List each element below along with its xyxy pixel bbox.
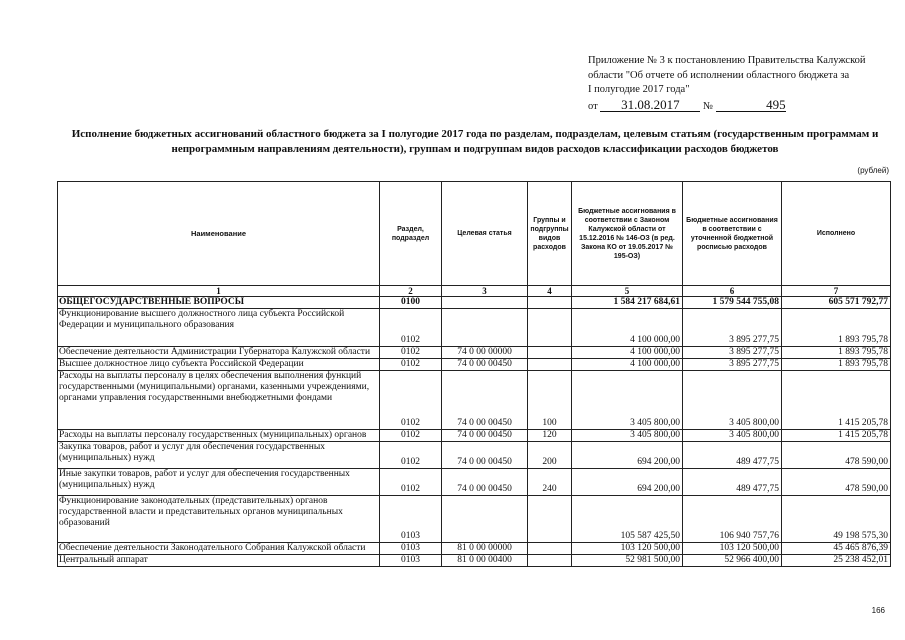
column-number: 3	[442, 286, 528, 297]
row-target: 81 0 00 00000	[442, 543, 528, 555]
row-section: 0102	[380, 309, 442, 347]
header-name: Наименование	[58, 182, 380, 286]
resolution-reference	[588, 98, 890, 115]
row-name: Обеспечение деятельности Законодательного Собрания Калужской области	[58, 543, 380, 555]
row-executed-amount: 45 465 876,39	[782, 543, 891, 555]
row-law-amount: 3 405 800,00	[572, 430, 683, 442]
row-group	[528, 359, 572, 371]
row-target: 81 0 00 00400	[442, 555, 528, 567]
from-label: от	[588, 100, 598, 112]
row-section: 0103	[380, 496, 442, 543]
row-section: 0103	[380, 555, 442, 567]
row-target: 74 0 00 00450	[442, 430, 528, 442]
row-name: Функционирование высшего должностного лица субъекта Российской Федерации и муниципального образования	[58, 309, 380, 347]
row-roster-amount: 52 966 400,00	[683, 555, 782, 567]
column-number: 1	[58, 286, 380, 297]
row-law-amount: 694 200,00	[572, 442, 683, 469]
row-name: Закупка товаров, работ и услуг для обеспечения государственных (муниципальных) нужд	[58, 442, 380, 469]
table-row	[58, 347, 891, 359]
row-target: 74 0 00 00450	[442, 442, 528, 469]
row-name: Функционирование законодательных (представительных) органов государственной власти и представительных органов муниципальных образований	[58, 496, 380, 543]
row-executed-amount: 25 238 452,01	[782, 555, 891, 567]
column-number: 4	[528, 286, 572, 297]
row-name: ОБЩЕГОСУДАРСТВЕННЫЕ ВОПРОСЫ	[58, 297, 380, 309]
row-section: 0102	[380, 359, 442, 371]
header-row	[58, 182, 891, 286]
appendix-line: I полугодие 2017 года"	[588, 84, 690, 95]
row-section: 0102	[380, 469, 442, 496]
row-section: 0103	[380, 543, 442, 555]
row-roster-amount: 1 579 544 755,08	[683, 297, 782, 309]
row-group: 100	[528, 371, 572, 430]
row-section: 0100	[380, 297, 442, 309]
row-executed-amount: 1 415 205,78	[782, 430, 891, 442]
row-section: 0102	[380, 442, 442, 469]
row-target	[442, 496, 528, 543]
table-row	[58, 297, 891, 309]
table-row	[58, 496, 891, 543]
row-section: 0102	[380, 430, 442, 442]
row-roster-amount: 103 120 500,00	[683, 543, 782, 555]
document-title: Исполнение бюджетных ассигнований областного бюджета за I полугодие 2017 года по разделам, подразделам, целевым статьям (государственным программам и непрограммным направлениям деятельности), группам и подгруппам видов расходов классификации расходов бюджетов	[71, 128, 879, 155]
row-name: Центральный аппарат	[58, 555, 380, 567]
header-roster-allocation: Бюджетные ассигнования в соответствии с уточненной бюджетной росписью расходов	[683, 182, 782, 286]
row-law-amount: 3 405 800,00	[572, 371, 683, 430]
row-target	[442, 297, 528, 309]
row-executed-amount: 478 590,00	[782, 469, 891, 496]
row-name: Расходы на выплаты персоналу государственных (муниципальных) органов	[58, 430, 380, 442]
column-number: 5	[572, 286, 683, 297]
row-law-amount: 694 200,00	[572, 469, 683, 496]
appendix-line: области "Об отчете об исполнении областного бюджета за	[588, 69, 850, 81]
row-group	[528, 496, 572, 543]
appendix-line: Приложение № 3 к постановлению Правительства Калужской	[588, 55, 866, 66]
row-roster-amount: 106 940 757,76	[683, 496, 782, 543]
page-number: 166	[871, 606, 885, 615]
table-row	[58, 469, 891, 496]
row-group: 120	[528, 430, 572, 442]
row-roster-amount: 489 477,75	[683, 442, 782, 469]
number-label: №	[702, 100, 713, 112]
resolution-date: 31.08.2017	[600, 98, 700, 112]
column-number: 7	[782, 286, 891, 297]
row-executed-amount: 1 893 795,78	[782, 347, 891, 359]
budget-table	[57, 181, 891, 567]
row-roster-amount: 3 895 277,75	[683, 309, 782, 347]
row-target	[442, 309, 528, 347]
row-law-amount: 1 584 217 684,61	[572, 297, 683, 309]
row-law-amount: 52 981 500,00	[572, 555, 683, 567]
table-row	[58, 359, 891, 371]
table-row	[58, 430, 891, 442]
header-law-allocation: Бюджетные ассигнования в соответствии с Законом Калужской области от 15.12.2016 № 146-ОЗ (в ред. Закона КО от 19.05.2017 № 195-ОЗ)	[572, 182, 683, 286]
row-group: 200	[528, 442, 572, 469]
row-name: Высшее должностное лицо субъекта Российской Федерации	[58, 359, 380, 371]
column-number: 2	[380, 286, 442, 297]
header-executed: Исполнено	[782, 182, 891, 286]
row-group	[528, 297, 572, 309]
row-target: 74 0 00 00450	[442, 469, 528, 496]
row-target: 74 0 00 00450	[442, 371, 528, 430]
table-row	[58, 371, 891, 430]
row-executed-amount: 605 571 792,77	[782, 297, 891, 309]
row-executed-amount: 478 590,00	[782, 442, 891, 469]
row-group: 240	[528, 469, 572, 496]
row-name: Обеспечение деятельности Администрации Губернатора Калужской области	[58, 347, 380, 359]
column-number-row	[58, 286, 891, 297]
row-executed-amount: 1 893 795,78	[782, 359, 891, 371]
row-name: Расходы на выплаты персоналу в целях обеспечения выполнения функций государственными (муниципальными) органами, казенными учреждениями, органами управления государственными внебюджетными фондами	[58, 371, 380, 430]
row-section: 0102	[380, 347, 442, 359]
table-row	[58, 309, 891, 347]
row-law-amount: 4 100 000,00	[572, 309, 683, 347]
row-executed-amount: 49 198 575,30	[782, 496, 891, 543]
header-group: Группы и подгруппы видов расходов	[528, 182, 572, 286]
units-label: (рублей)	[857, 166, 889, 175]
resolution-number: 495	[716, 98, 786, 112]
table-row	[58, 543, 891, 555]
row-executed-amount: 1 893 795,78	[782, 309, 891, 347]
header-section: Раздел, подраздел	[380, 182, 442, 286]
row-target: 74 0 00 00450	[442, 359, 528, 371]
row-group	[528, 555, 572, 567]
row-target: 74 0 00 00000	[442, 347, 528, 359]
row-roster-amount: 3 405 800,00	[683, 430, 782, 442]
column-number: 6	[683, 286, 782, 297]
row-group	[528, 309, 572, 347]
row-roster-amount: 3 405 800,00	[683, 371, 782, 430]
table-row	[58, 555, 891, 567]
table-row	[58, 442, 891, 469]
header-target: Целевая статья	[442, 182, 528, 286]
row-law-amount: 4 100 000,00	[572, 347, 683, 359]
row-law-amount: 4 100 000,00	[572, 359, 683, 371]
row-name: Иные закупки товаров, работ и услуг для обеспечения государственных (муниципальных) нужд	[58, 469, 380, 496]
row-executed-amount: 1 415 205,78	[782, 371, 891, 430]
row-roster-amount: 3 895 277,75	[683, 359, 782, 371]
row-law-amount: 103 120 500,00	[572, 543, 683, 555]
appendix-note	[588, 54, 890, 114]
row-group	[528, 543, 572, 555]
row-group	[528, 347, 572, 359]
row-section: 0102	[380, 371, 442, 430]
row-law-amount: 105 587 425,50	[572, 496, 683, 543]
row-roster-amount: 489 477,75	[683, 469, 782, 496]
row-roster-amount: 3 895 277,75	[683, 347, 782, 359]
